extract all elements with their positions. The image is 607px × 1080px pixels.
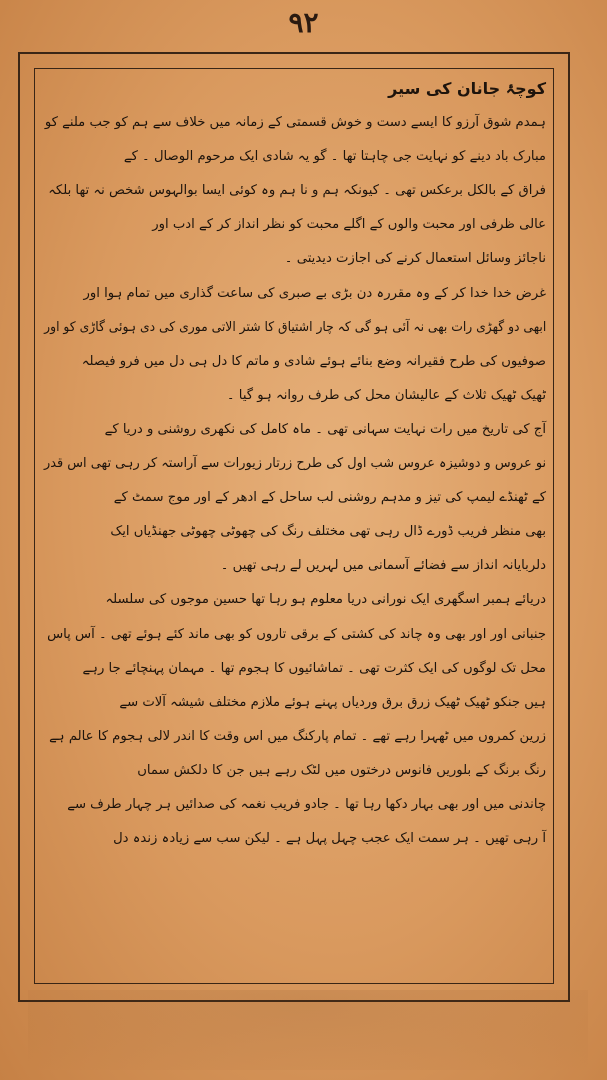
text-line: غرض خدا خدا کر کے وہ مقررہ دن بڑی بے صبری کی ساعت گذاری میں تمام ہوا اور (83, 285, 546, 301)
text-line: ابھی دو گھڑی رات بھی نہ آئی ہو گی کہ چار اشتیاق کا شتر الاتی موری کی دی ہوئی گاڑی کو اور (44, 319, 547, 335)
text-line: ناجائز وسائل استعمال کرنے کی اجازت دیدیتی ۔ (284, 251, 546, 267)
chapter-heading: کوچۂ جانان کی سیر (388, 79, 546, 98)
page-number: ۹۲ (288, 6, 319, 39)
text-line: ہیں جنکو ٹھیک ٹھیک زرق برق وردیاں پہنے ہوئے ملازم مختلف شیشہ آلات سے (119, 694, 546, 710)
text-line: ہمدم شوق آرزو کا ایسے دست و خوش قسمتی کے زمانہ میں خلاف سے ہم کو جب ملنے کو (44, 115, 546, 131)
text-line: نو عروس و دوشیزہ عروس شب اول کی طرح زرتار زیورات سے آراستہ کر رہی تھی اس قدر (44, 456, 547, 472)
text-line: صوفیوں کی طرح فقیرانہ وضع بنائے ہوئے شادی و ماتم کا دل ہی دل میں فرو فیصلہ (81, 353, 546, 369)
text-line: محل تک لوگوں کی ایک کثرت تھی ۔ تماشائیوں کا ہجوم تھا ۔ مہمان پہنچائے جا رہے (82, 660, 546, 676)
text-line: چاندنی میں اور بھی بہار دکھا رہا تھا ۔ جادو فریب نغمہ کی صدائیں ہر چہار طرف سے (67, 796, 546, 812)
text-line: رنگ برنگ کے بلوریں فانوس درختوں میں لٹک رہے ہیں جن کا دلکش سماں (137, 762, 546, 778)
text-line: آج کی تاریخ میں رات نہایت سہانی تھی ۔ ماہ کامل کی نکھری روشنی و دریا کے (104, 421, 546, 437)
text-line: زرین کمروں میں ٹھہرا رہے تھے ۔ تمام پارکنگ میں اس وقت کا اندر لالی ہجوم کا عالم ہے (49, 728, 546, 744)
text-line: دلربایانہ انداز سے فضائے آسمانی میں لہریں لے رہی تھیں ۔ (220, 558, 546, 574)
text-line: عالی ظرفی اور محبت والوں کے اگلے محبت کو نظر انداز کر کے ادب اور (152, 217, 546, 233)
text-line: کے ٹھنڈے لیمپ کی تیز و مدہم روشنی لب ساحل کے ادھر کے اور موج سمٹ کے (113, 490, 546, 506)
text-line: ٹھیک ٹھیک ثلاث کے عالیشان محل کی طرف روانہ ہو گیا ۔ (226, 387, 546, 403)
page-bottom-margin (28, 990, 588, 1070)
text-line: دریائے ہمبر اسگھری ایک نورانی دریا معلوم ہو رہا تھا حسین موجوں کی سلسلہ (105, 592, 546, 608)
text-line: فراق کے بالکل برعکس تھی ۔ کیونکہ ہم و نا ہم وہ کوئی ایسا بوالہوس شخص نہ تھا بلکہ (48, 183, 546, 199)
text-line: جنبانی اور اور بھی وہ چاند کی کشتی کے برقی تاروں کو بھی ماند کئے ہوئے تھی ۔ آس پاس (47, 626, 546, 642)
text-line: مبارک باد دینے کو نہایت جی چاہتا تھا ۔ گو یہ شادی ایک مرحوم الوصال ۔ کے (123, 149, 546, 165)
text-line: آ رہی تھیں ۔ ہر سمت ایک عجب چہل پہل ہے ۔ لیکن سب سے زیادہ زندہ دل (113, 831, 546, 847)
text-body (40, 72, 550, 980)
text-line: بھی منظر فریب ڈورے ڈال رہی تھی مختلف رنگ کی چھوٹی چھوٹی جھنڈیاں ایک (110, 524, 546, 540)
